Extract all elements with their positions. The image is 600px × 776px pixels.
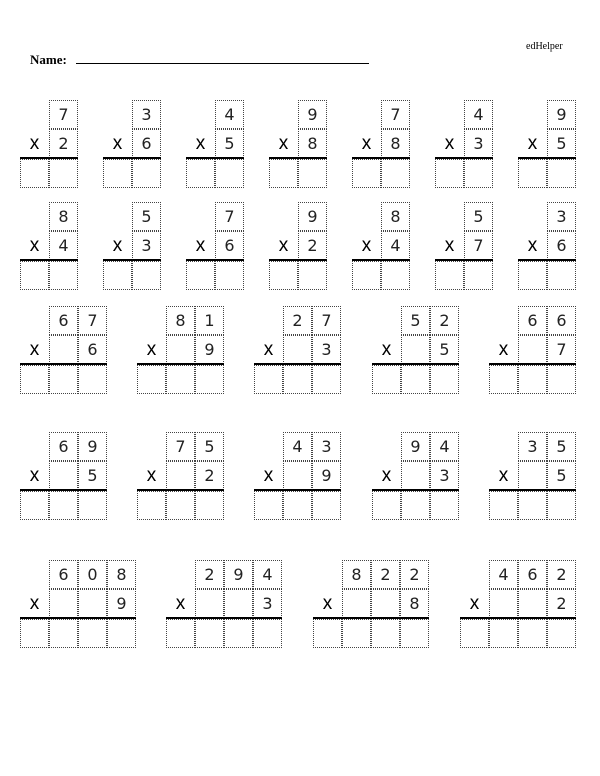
multiplicand-digit: 6 bbox=[49, 432, 78, 461]
multiplier-digit: 9 bbox=[312, 461, 341, 490]
multiply-sign: x bbox=[469, 592, 480, 614]
multiplicand-digit: 9 bbox=[401, 432, 430, 461]
multiplicand-digit: 0 bbox=[78, 560, 107, 589]
multiply-sign: x bbox=[175, 592, 186, 614]
multiplicand-digit: 2 bbox=[195, 560, 224, 589]
multiply-sign: x bbox=[322, 592, 333, 614]
multiplier-digit: 6 bbox=[215, 231, 244, 260]
answer-cell[interactable] bbox=[186, 159, 215, 188]
answer-cell[interactable] bbox=[20, 365, 49, 394]
blank-cell bbox=[342, 589, 371, 618]
multiplicand-digit: 2 bbox=[371, 560, 400, 589]
multiplicand-digit: 9 bbox=[298, 202, 327, 231]
multiply-sign: x bbox=[278, 234, 289, 256]
blank-cell bbox=[401, 335, 430, 364]
blank-cell bbox=[283, 335, 312, 364]
multiplier-digit: 7 bbox=[547, 335, 576, 364]
multiplicand-digit: 5 bbox=[464, 202, 493, 231]
multiply-sign: x bbox=[444, 234, 455, 256]
multiplier-digit: 5 bbox=[547, 461, 576, 490]
multiplicand-digit: 7 bbox=[381, 100, 410, 129]
answer-cell[interactable] bbox=[283, 491, 312, 520]
answer-cell[interactable] bbox=[107, 619, 136, 648]
multiplicand-digit: 3 bbox=[518, 432, 547, 461]
answer-cell[interactable] bbox=[103, 159, 132, 188]
blank-cell bbox=[78, 589, 107, 618]
answer-cell[interactable] bbox=[489, 619, 518, 648]
multiply-sign: x bbox=[263, 338, 274, 360]
answer-cell[interactable] bbox=[489, 365, 518, 394]
answer-cell[interactable] bbox=[430, 365, 459, 394]
multiplicand-digit: 7 bbox=[166, 432, 195, 461]
multiply-sign: x bbox=[381, 464, 392, 486]
answer-cell[interactable] bbox=[137, 491, 166, 520]
answer-cell[interactable] bbox=[166, 619, 195, 648]
blank-cell bbox=[518, 335, 547, 364]
multiplier-digit: 3 bbox=[253, 589, 282, 618]
multiplier-digit: 5 bbox=[78, 461, 107, 490]
multiplicand-digit: 6 bbox=[49, 560, 78, 589]
multiply-sign: x bbox=[278, 132, 289, 154]
multiplicand-digit: 7 bbox=[215, 202, 244, 231]
answer-cell[interactable] bbox=[20, 491, 49, 520]
answer-cell[interactable] bbox=[464, 159, 493, 188]
multiplier-digit: 5 bbox=[430, 335, 459, 364]
answer-cell[interactable] bbox=[464, 261, 493, 290]
answer-cell[interactable] bbox=[547, 491, 576, 520]
multiplier-digit: 4 bbox=[381, 231, 410, 260]
answer-cell[interactable] bbox=[312, 365, 341, 394]
answer-cell[interactable] bbox=[20, 159, 49, 188]
answer-cell[interactable] bbox=[253, 619, 282, 648]
multiplier-digit: 8 bbox=[298, 129, 327, 158]
multiplicand-digit: 5 bbox=[401, 306, 430, 335]
multiply-sign: x bbox=[361, 132, 372, 154]
multiplier-digit: 6 bbox=[78, 335, 107, 364]
answer-cell[interactable] bbox=[372, 491, 401, 520]
multiply-sign: x bbox=[498, 338, 509, 360]
blank-cell bbox=[371, 589, 400, 618]
answer-cell[interactable] bbox=[186, 261, 215, 290]
answer-cell[interactable] bbox=[269, 261, 298, 290]
multiplicand-digit: 6 bbox=[547, 306, 576, 335]
multiplicand-digit: 7 bbox=[49, 100, 78, 129]
blank-cell bbox=[166, 461, 195, 490]
multiplicand-digit: 5 bbox=[195, 432, 224, 461]
answer-cell[interactable] bbox=[166, 491, 195, 520]
multiply-sign: x bbox=[29, 592, 40, 614]
multiplicand-digit: 7 bbox=[78, 306, 107, 335]
multiplier-digit: 2 bbox=[49, 129, 78, 158]
answer-cell[interactable] bbox=[547, 159, 576, 188]
multiplicand-digit: 2 bbox=[547, 560, 576, 589]
blank-cell bbox=[401, 461, 430, 490]
multiply-sign: x bbox=[146, 338, 157, 360]
multiplicand-digit: 9 bbox=[224, 560, 253, 589]
answer-cell[interactable] bbox=[49, 365, 78, 394]
multiplier-digit: 2 bbox=[547, 589, 576, 618]
multiplier-digit: 5 bbox=[547, 129, 576, 158]
multiplicand-digit: 5 bbox=[132, 202, 161, 231]
answer-cell[interactable] bbox=[20, 261, 49, 290]
multiplier-digit: 3 bbox=[464, 129, 493, 158]
answer-cell[interactable] bbox=[518, 491, 547, 520]
multiply-sign: x bbox=[381, 338, 392, 360]
answer-cell[interactable] bbox=[518, 619, 547, 648]
answer-cell[interactable] bbox=[371, 619, 400, 648]
multiplicand-digit: 7 bbox=[312, 306, 341, 335]
blank-cell bbox=[49, 335, 78, 364]
multiply-sign: x bbox=[29, 464, 40, 486]
multiplicand-digit: 4 bbox=[253, 560, 282, 589]
multiplier-digit: 8 bbox=[381, 129, 410, 158]
blank-cell bbox=[195, 589, 224, 618]
answer-cell[interactable] bbox=[132, 159, 161, 188]
multiply-sign: x bbox=[29, 132, 40, 154]
blank-cell bbox=[49, 589, 78, 618]
multiplicand-digit: 2 bbox=[283, 306, 312, 335]
answer-cell[interactable] bbox=[547, 261, 576, 290]
answer-cell[interactable] bbox=[254, 365, 283, 394]
answer-cell[interactable] bbox=[298, 159, 327, 188]
answer-cell[interactable] bbox=[342, 619, 371, 648]
answer-cell[interactable] bbox=[137, 365, 166, 394]
blank-cell bbox=[518, 461, 547, 490]
multiplicand-digit: 8 bbox=[381, 202, 410, 231]
multiply-sign: x bbox=[527, 132, 538, 154]
answer-cell[interactable] bbox=[254, 491, 283, 520]
blank-cell bbox=[489, 589, 518, 618]
answer-cell[interactable] bbox=[103, 261, 132, 290]
multiply-sign: x bbox=[263, 464, 274, 486]
name-line[interactable] bbox=[76, 63, 369, 64]
multiplicand-digit: 2 bbox=[400, 560, 429, 589]
answer-cell[interactable] bbox=[195, 491, 224, 520]
answer-cell[interactable] bbox=[195, 365, 224, 394]
answer-cell[interactable] bbox=[401, 491, 430, 520]
answer-cell[interactable] bbox=[518, 365, 547, 394]
answer-cell[interactable] bbox=[49, 159, 78, 188]
answer-cell[interactable] bbox=[381, 159, 410, 188]
multiplier-digit: 3 bbox=[312, 335, 341, 364]
multiply-sign: x bbox=[527, 234, 538, 256]
multiplicand-digit: 8 bbox=[107, 560, 136, 589]
multiplicand-digit: 6 bbox=[49, 306, 78, 335]
multiplier-digit: 9 bbox=[195, 335, 224, 364]
answer-cell[interactable] bbox=[78, 365, 107, 394]
answer-cell[interactable] bbox=[49, 491, 78, 520]
answer-cell[interactable] bbox=[20, 619, 49, 648]
answer-cell[interactable] bbox=[78, 619, 107, 648]
answer-cell[interactable] bbox=[547, 619, 576, 648]
multiplier-digit: 5 bbox=[215, 129, 244, 158]
answer-cell[interactable] bbox=[430, 491, 459, 520]
multiplicand-digit: 9 bbox=[78, 432, 107, 461]
multiplicand-digit: 8 bbox=[342, 560, 371, 589]
answer-cell[interactable] bbox=[298, 261, 327, 290]
multiply-sign: x bbox=[361, 234, 372, 256]
answer-cell[interactable] bbox=[381, 261, 410, 290]
multiplicand-digit: 4 bbox=[464, 100, 493, 129]
multiply-sign: x bbox=[29, 338, 40, 360]
answer-cell[interactable] bbox=[460, 619, 489, 648]
multiply-sign: x bbox=[498, 464, 509, 486]
answer-cell[interactable] bbox=[372, 365, 401, 394]
answer-cell[interactable] bbox=[78, 491, 107, 520]
answer-cell[interactable] bbox=[518, 261, 547, 290]
multiply-sign: x bbox=[146, 464, 157, 486]
multiply-sign: x bbox=[444, 132, 455, 154]
answer-cell[interactable] bbox=[489, 491, 518, 520]
answer-cell[interactable] bbox=[215, 159, 244, 188]
multiplier-digit: 2 bbox=[298, 231, 327, 260]
multiplicand-digit: 4 bbox=[430, 432, 459, 461]
answer-cell[interactable] bbox=[132, 261, 161, 290]
answer-cell[interactable] bbox=[518, 159, 547, 188]
blank-cell bbox=[49, 461, 78, 490]
multiplicand-digit: 4 bbox=[489, 560, 518, 589]
multiplicand-digit: 9 bbox=[298, 100, 327, 129]
multiplicand-digit: 8 bbox=[166, 306, 195, 335]
answer-cell[interactable] bbox=[269, 159, 298, 188]
multiplier-digit: 8 bbox=[400, 589, 429, 618]
multiplicand-digit: 8 bbox=[49, 202, 78, 231]
multiplicand-digit: 3 bbox=[132, 100, 161, 129]
multiplier-digit: 4 bbox=[49, 231, 78, 260]
blank-cell bbox=[166, 335, 195, 364]
answer-cell[interactable] bbox=[283, 365, 312, 394]
multiplier-digit: 7 bbox=[464, 231, 493, 260]
answer-cell[interactable] bbox=[195, 619, 224, 648]
multiplicand-digit: 3 bbox=[312, 432, 341, 461]
multiplier-digit: 2 bbox=[195, 461, 224, 490]
answer-cell[interactable] bbox=[313, 619, 342, 648]
multiplicand-digit: 4 bbox=[215, 100, 244, 129]
multiplier-digit: 3 bbox=[430, 461, 459, 490]
answer-cell[interactable] bbox=[435, 159, 464, 188]
multiply-sign: x bbox=[29, 234, 40, 256]
blank-cell bbox=[224, 589, 253, 618]
multiplicand-digit: 9 bbox=[547, 100, 576, 129]
answer-cell[interactable] bbox=[352, 261, 381, 290]
multiply-sign: x bbox=[112, 234, 123, 256]
multiplicand-digit: 6 bbox=[518, 560, 547, 589]
answer-cell[interactable] bbox=[547, 365, 576, 394]
answer-cell[interactable] bbox=[166, 365, 195, 394]
brand-label: edHelper bbox=[526, 41, 563, 52]
multiplicand-digit: 2 bbox=[430, 306, 459, 335]
answer-cell[interactable] bbox=[401, 365, 430, 394]
answer-cell[interactable] bbox=[400, 619, 429, 648]
multiply-sign: x bbox=[112, 132, 123, 154]
answer-cell[interactable] bbox=[215, 261, 244, 290]
blank-cell bbox=[518, 589, 547, 618]
answer-cell[interactable] bbox=[435, 261, 464, 290]
multiply-sign: x bbox=[195, 234, 206, 256]
multiplier-digit: 3 bbox=[132, 231, 161, 260]
multiply-sign: x bbox=[195, 132, 206, 154]
multiplier-digit: 6 bbox=[547, 231, 576, 260]
multiplier-digit: 9 bbox=[107, 589, 136, 618]
answer-cell[interactable] bbox=[49, 261, 78, 290]
answer-cell[interactable] bbox=[224, 619, 253, 648]
multiplicand-digit: 4 bbox=[283, 432, 312, 461]
answer-cell[interactable] bbox=[312, 491, 341, 520]
answer-cell[interactable] bbox=[352, 159, 381, 188]
multiplicand-digit: 6 bbox=[518, 306, 547, 335]
multiplier-digit: 6 bbox=[132, 129, 161, 158]
multiplicand-digit: 3 bbox=[547, 202, 576, 231]
blank-cell bbox=[283, 461, 312, 490]
multiplicand-digit: 1 bbox=[195, 306, 224, 335]
name-label: Name: bbox=[30, 52, 67, 67]
multiplicand-digit: 5 bbox=[547, 432, 576, 461]
answer-cell[interactable] bbox=[49, 619, 78, 648]
